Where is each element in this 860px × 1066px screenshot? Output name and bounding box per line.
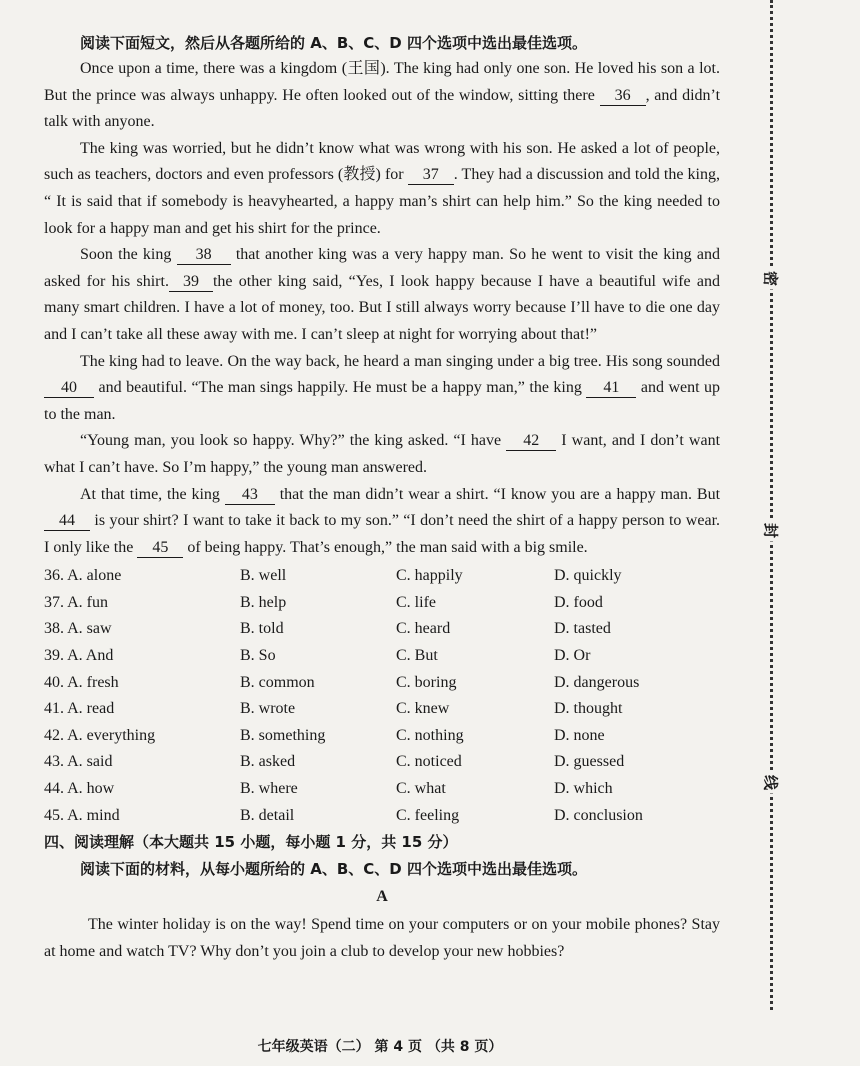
option-c: C. happily — [396, 567, 463, 585]
option-a: 44. A. how — [44, 780, 115, 798]
option-b: B. something — [240, 726, 326, 744]
option-b: B. detail — [240, 806, 295, 824]
blank-39: 39 — [169, 273, 213, 292]
blank-36: 36 — [600, 87, 646, 106]
option-a: 36. A. alone — [44, 567, 122, 585]
text-run: and beautiful. “The man sings happily. He must be a happy man,” the king — [98, 379, 582, 397]
options-list — [44, 563, 720, 829]
options-row-38 — [44, 616, 720, 643]
option-b: B. help — [240, 593, 287, 611]
option-c: C. boring — [396, 673, 457, 691]
blank-41: 41 — [586, 379, 636, 398]
options-row-45 — [44, 803, 720, 830]
cloze-paragraph-2 — [44, 136, 720, 242]
text-run: The king was worried, but he didn’t know what was wrong with his son. He asked a lot of people, such as teachers, doctors and even professors (教授) for — [44, 139, 720, 184]
text-run: the other king said, “Yes, I look happy because I have a beautiful wife and many smart children. I have a lot of money, too. But I still always worry because I’ll have to die one day and I can’t take all these away with me. I can’t sleep at night for worrying about that!” — [44, 272, 721, 343]
option-d: D. which — [554, 780, 613, 798]
option-c: C. But — [396, 647, 438, 665]
option-b: B. well — [240, 567, 287, 585]
text-run: is your shirt? I want to take it back to my son.” “I don’t need the shirt of a happy person to wear. I only like the — [44, 512, 721, 556]
option-d: D. guessed — [554, 753, 625, 771]
text-run: “Young man, you look so happy. Why?” the king asked. “I have — [80, 432, 502, 450]
blank-37: 37 — [408, 166, 454, 185]
option-b: B. wrote — [240, 700, 296, 718]
blank-44: 44 — [44, 512, 90, 531]
option-a: 40. A. fresh — [44, 673, 119, 691]
text-run: At that time, the king — [80, 485, 220, 503]
text-run: that the man didn’t wear a shirt. “I know you are a happy man. But — [279, 485, 721, 503]
passage-label: A — [376, 888, 388, 906]
cloze-paragraph-6 — [44, 482, 720, 562]
seal-char-mi: 密 — [761, 268, 782, 290]
option-c: C. feeling — [396, 806, 460, 824]
option-b: B. where — [240, 780, 298, 798]
options-row-39 — [44, 643, 720, 670]
option-c: C. heard — [396, 620, 451, 638]
text-run: of being happy. That’s enough,” the man said with a big smile. — [187, 538, 588, 556]
options-row-37 — [44, 590, 720, 617]
option-d: D. dangerous — [554, 673, 640, 691]
option-c: C. life — [396, 593, 436, 611]
cloze-paragraph-5 — [44, 428, 720, 481]
section-instruction: 阅读下面的材料，从每小题所给的 A、B、C、D 四个选项中选出最佳选项。 — [80, 860, 587, 879]
text-run: , and didn’t talk with anyone. — [44, 86, 721, 131]
text-run: Soon the king — [80, 246, 172, 264]
options-row-43 — [44, 749, 720, 776]
option-a: 39. A. And — [44, 647, 114, 665]
text-run: The king had to leave. On the way back, he heard a man singing under a big tree. His song sounded — [80, 352, 720, 370]
options-row-40 — [44, 670, 720, 697]
option-a: 41. A. read — [44, 700, 115, 718]
blank-38: 38 — [177, 246, 231, 265]
option-c: C. noticed — [396, 753, 462, 771]
option-d: D. tasted — [554, 620, 611, 638]
options-row-44 — [44, 776, 720, 803]
option-d: D. Or — [554, 647, 591, 665]
option-b: B. So — [240, 647, 276, 665]
option-d: D. quickly — [554, 567, 622, 585]
section-title: 四、阅读理解（本大题共 15 小题，每小题 1 分，共 15 分） — [44, 833, 458, 852]
blank-43: 43 — [225, 486, 275, 505]
option-a: 38. A. saw — [44, 620, 112, 638]
blank-42: 42 — [506, 432, 556, 451]
cloze-paragraph-3 — [44, 242, 720, 348]
option-c: C. knew — [396, 700, 450, 718]
options-row-41 — [44, 696, 720, 723]
option-b: B. asked — [240, 753, 296, 771]
blank-40: 40 — [44, 379, 94, 398]
seal-char-feng: 封 — [761, 520, 782, 542]
text-run: . They had a discussion and told the king, “ It is said that if somebody is heavyhearted, a happy man’s shirt can help him.” So the king needed to look for a happy man and get his shirt for the prince. — [44, 166, 720, 237]
text-run: and went up to the man. — [44, 379, 721, 423]
cloze-paragraph-1 — [44, 56, 720, 136]
option-a: 42. A. everything — [44, 726, 156, 744]
option-a: 37. A. fun — [44, 593, 108, 611]
options-row-36 — [44, 563, 720, 590]
text-run: that another king was a very happy man. So he went to visit the king and asked for his shirt. — [44, 246, 720, 290]
option-b: B. told — [240, 620, 284, 638]
cloze-instruction: 阅读下面短文，然后从各题所给的 A、B、C、D 四个选项中选出最佳选项。 — [80, 34, 587, 52]
passage-a-text: The winter holiday is on the way! Spend time on your computers or on your mobile phones? Stay at home and watch TV? Why don’t you join a club to develop your new hobbies? — [44, 916, 720, 961]
option-a: 43. A. said — [44, 753, 113, 771]
cloze-paragraph-4 — [44, 349, 720, 429]
seal-char-xian: 线 — [761, 772, 782, 794]
text-run: I want, and I don’t want what I can’t have. So I’m happy,” the young man answered. — [44, 432, 721, 476]
option-c: C. what — [396, 780, 446, 798]
option-b: B. common — [240, 673, 315, 691]
blank-45: 45 — [137, 539, 183, 558]
option-d: D. thought — [554, 700, 623, 718]
option-d: D. conclusion — [554, 806, 643, 824]
options-row-42 — [44, 723, 720, 750]
seal-dotted-line — [770, 0, 773, 1010]
page-footer: 七年级英语（二） 第 4 页 （共 8 页） — [257, 1039, 503, 1055]
option-a: 45. A. mind — [44, 806, 120, 824]
text-run: Once upon a time, there was a kingdom (王国). The king had only one son. He loved his son a lot. But the prince was always unhappy. He often looked out of the window, sitting there — [44, 60, 720, 104]
option-d: D. none — [554, 726, 605, 744]
option-d: D. food — [554, 593, 603, 611]
option-c: C. nothing — [396, 726, 464, 744]
text-column — [44, 30, 720, 965]
